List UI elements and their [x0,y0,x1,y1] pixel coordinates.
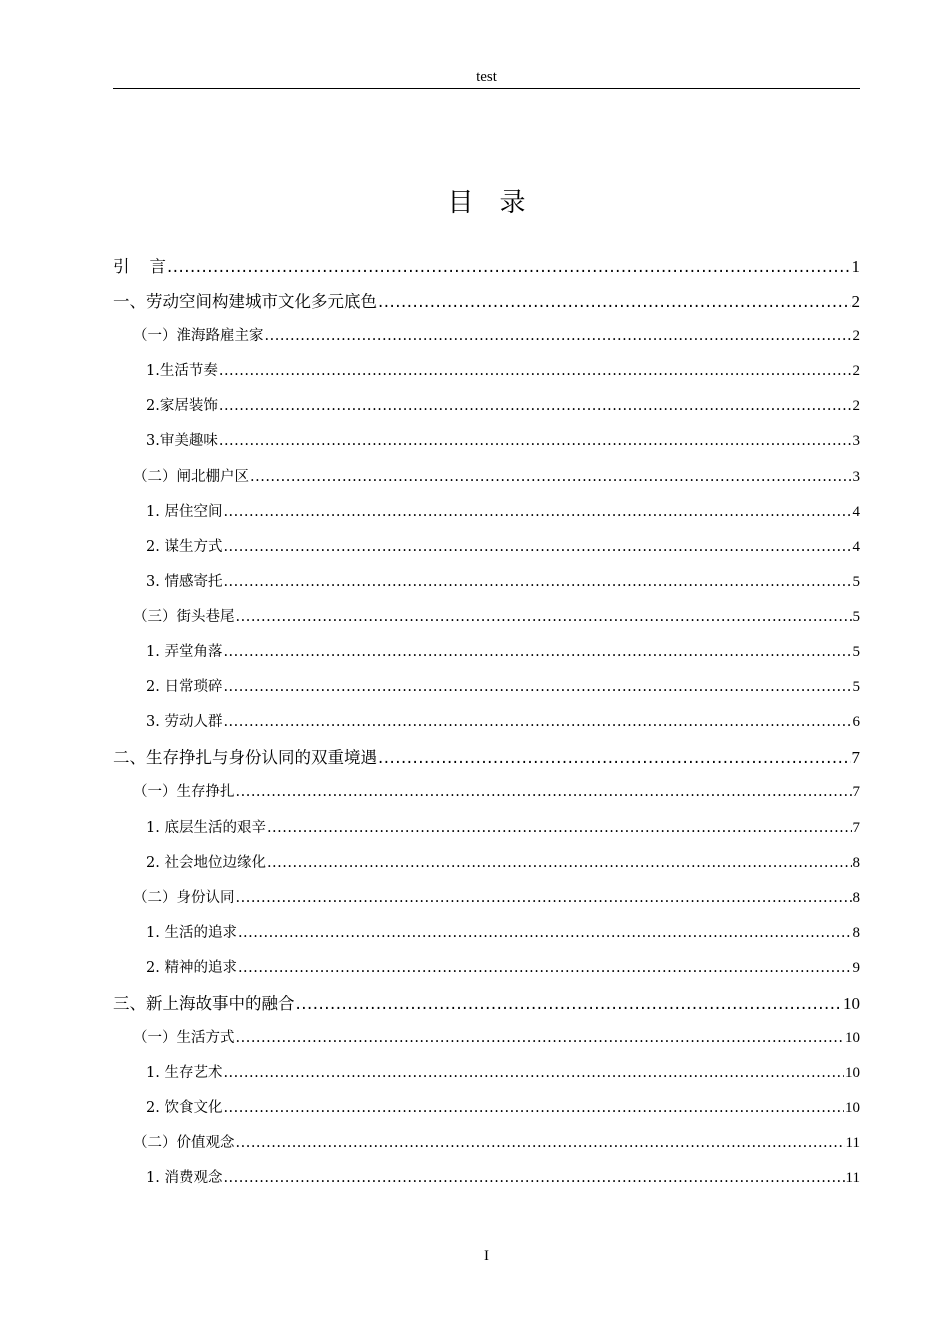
toc-entry[interactable] [113,740,860,775]
toc-entry[interactable] [113,811,860,846]
toc-entry-label: 2. 社会地位边缘化 [146,854,266,871]
toc-entry[interactable] [113,249,860,284]
toc-entry-label: （二）身份认同 [133,889,235,906]
toc-entry[interactable] [113,424,860,459]
toc-leader [238,951,852,986]
toc-leader [219,389,852,424]
toc-leader [223,635,851,670]
toc-entry[interactable] [113,986,860,1021]
toc-entry[interactable] [113,460,860,495]
toc-leader [219,354,852,389]
toc-entry-label: 一、劳动空间构建城市文化多元底色 [113,292,377,312]
toc-entry[interactable] [113,881,860,916]
toc-entry-page: 6 [852,714,860,731]
toc-entry-page: 8 [852,924,860,941]
toc-entry-label-text: 引 言 [113,257,166,276]
toc-entry-label: 2. 日常琐碎 [146,679,223,696]
toc-leader [236,775,852,810]
toc-entry[interactable] [113,530,860,565]
toc-entry-label: 1. 消费观念 [146,1170,223,1187]
table-of-contents [113,249,860,1197]
page-header: test [476,69,497,85]
toc-leader [296,986,843,1021]
toc-entry[interactable] [113,389,860,424]
toc-leader [238,916,852,951]
toc-leader [236,881,852,916]
toc-entry-page: 5 [852,573,860,590]
toc-entry[interactable] [113,284,860,319]
toc-entry-page: 11 [845,1135,860,1152]
toc-entry-label: 2.家居装饰 [146,398,218,415]
toc-title [0,182,950,219]
toc-entry-page: 2 [851,292,860,312]
toc-entry-page: 5 [852,644,860,661]
toc-entry-label: 二、生存挣扎与身份认同的双重境遇 [113,748,377,768]
toc-leader [267,846,852,881]
toc-entry[interactable] [113,775,860,810]
toc-entry[interactable] [113,916,860,951]
toc-entry[interactable] [113,1021,860,1056]
toc-entry-label: 1.生活节奏 [146,363,218,380]
toc-entry-label [113,249,166,284]
toc-entry-page: 10 [843,993,860,1013]
toc-entry-page: 7 [852,784,860,801]
toc-entry-label: 3. 劳动人群 [146,714,223,731]
toc-entry-label: 2. 精神的追求 [146,959,237,976]
toc-entry-label: 2. 饮食文化 [146,1100,223,1117]
toc-entry[interactable] [113,319,860,354]
toc-entry-page: 10 [845,1030,860,1047]
toc-entry-page: 3 [852,433,860,450]
toc-entry-label: 1. 弄堂角落 [146,644,223,661]
toc-leader [223,1056,844,1091]
toc-leader [223,1161,844,1196]
toc-entry-page: 7 [852,819,860,836]
toc-leader [378,740,851,775]
toc-entry[interactable] [113,1056,860,1091]
page-number-footer: I [484,1248,489,1264]
toc-entry[interactable] [113,670,860,705]
toc-leader [219,424,852,459]
toc-entry-page: 11 [845,1170,860,1187]
toc-title-char-2: 录 [499,188,526,218]
toc-leader [265,319,852,354]
toc-entry-page: 4 [852,538,860,555]
toc-entry-label: （一）生活方式 [133,1030,235,1047]
toc-entry-label: （二）价值观念 [133,1135,235,1152]
toc-leader [378,284,851,319]
toc-leader [167,249,851,284]
toc-entry[interactable] [113,600,860,635]
toc-leader [223,495,851,530]
toc-leader [223,670,851,705]
toc-entry-label: 1. 生活的追求 [146,924,237,941]
toc-leader [223,530,851,565]
toc-leader [236,1021,845,1056]
toc-entry[interactable] [113,1161,860,1196]
toc-leader [236,600,852,635]
toc-entry-label: （二）闸北棚户区 [133,468,249,485]
toc-entry-page: 10 [845,1100,860,1117]
toc-leader [250,460,852,495]
toc-entry[interactable] [113,1126,860,1161]
toc-entry-label: （三）街头巷尾 [133,608,235,625]
toc-leader [223,565,851,600]
toc-entry[interactable] [113,951,860,986]
toc-entry-page: 2 [852,363,860,380]
toc-entry-page: 10 [845,1065,860,1082]
toc-entry-page: 9 [852,959,860,976]
toc-leader [267,811,852,846]
toc-entry-label: 3.审美趣味 [146,433,218,450]
toc-entry-page: 1 [851,257,860,276]
toc-entry-label: （一）淮海路雇主家 [133,328,264,345]
toc-entry[interactable] [113,354,860,389]
toc-entry-label: 1. 生存艺术 [146,1065,223,1082]
toc-entry-label: （一）生存挣扎 [133,784,235,801]
toc-entry-page: 8 [852,889,860,906]
toc-entry-page: 7 [851,748,860,768]
toc-leader [223,705,851,740]
toc-entry-label: 三、新上海故事中的融合 [113,993,295,1013]
toc-entry-page: 5 [852,608,860,625]
toc-entry[interactable] [113,1091,860,1126]
toc-entry-page: 5 [852,679,860,696]
toc-entry-label: 3. 情感寄托 [146,573,223,590]
toc-entry-page: 4 [852,503,860,520]
toc-entry-page: 8 [852,854,860,871]
toc-entry-page: 3 [852,468,860,485]
toc-entry-page: 2 [852,328,860,345]
toc-entry-label: 1. 底层生活的艰辛 [146,819,266,836]
toc-entry-page: 2 [852,398,860,415]
toc-entry[interactable] [113,635,860,670]
toc-entry[interactable] [113,846,860,881]
toc-entry[interactable] [113,565,860,600]
header-rule [113,88,860,89]
toc-entry[interactable] [113,495,860,530]
toc-title-char-1: 目 [447,188,474,218]
toc-entry-label: 1. 居住空间 [146,503,223,520]
toc-entry[interactable] [113,705,860,740]
toc-leader [223,1091,844,1126]
toc-entry-label: 2. 谋生方式 [146,538,223,555]
toc-leader [236,1126,845,1161]
